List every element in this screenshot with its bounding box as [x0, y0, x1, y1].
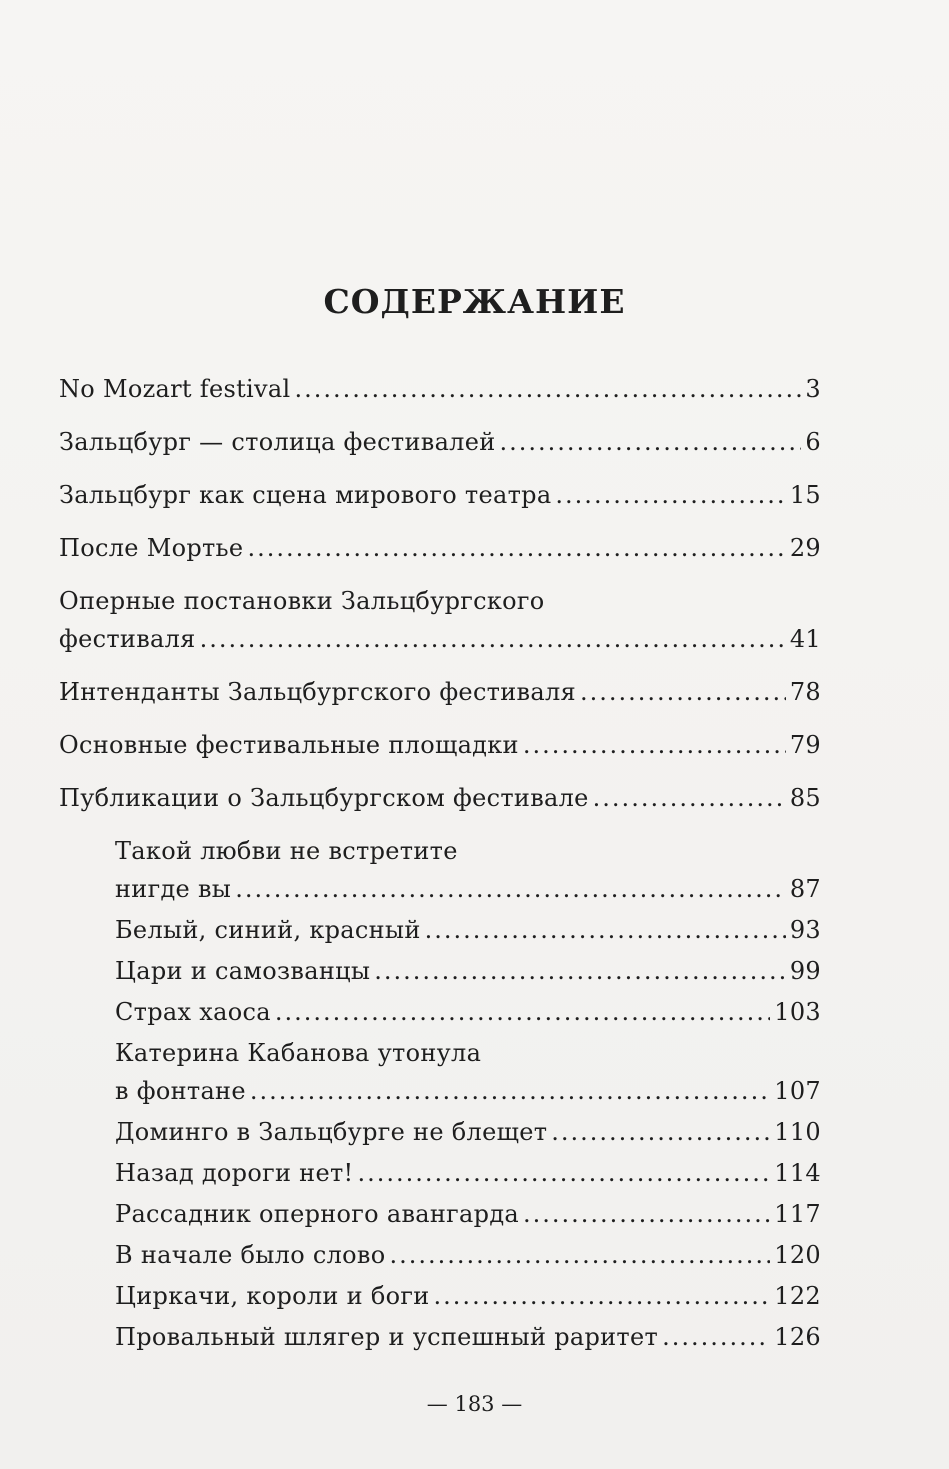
toc-sub-entry — [115, 1154, 821, 1192]
toc-entry-title: После Мортье — [59, 534, 244, 562]
toc-entry — [59, 370, 821, 408]
toc-entry-title: Зальцбург — столица фестивалей — [59, 428, 496, 456]
toc-entry-page: 6 — [805, 428, 821, 456]
toc-entry-title: Белый, синий, красный — [115, 916, 421, 944]
toc-entry-page: 114 — [774, 1159, 821, 1187]
dot-leader — [294, 370, 801, 408]
toc-entry-line — [59, 476, 821, 514]
toc-entry-title: Рассадник оперного авангарда — [115, 1200, 520, 1228]
toc-entry-title: в фонтане — [115, 1077, 246, 1105]
toc-entry-page: 126 — [774, 1323, 821, 1351]
toc-entry-line — [59, 779, 821, 817]
toc-entry-line — [115, 870, 821, 908]
toc-sub-entry — [115, 1195, 821, 1233]
toc-entry-title: Зальцбург как сцена мирового театра — [59, 481, 552, 509]
toc-entry-page: 103 — [774, 998, 821, 1026]
toc-entry-page: 99 — [789, 957, 821, 985]
dot-leader — [555, 476, 785, 514]
toc-entry-title-line: Оперные постановки Зальцбургского — [59, 587, 545, 615]
toc-entry-line — [115, 1236, 821, 1274]
toc-entry-page: 117 — [774, 1200, 821, 1228]
toc-entry-title: Интенданты Зальцбургского фестиваля — [59, 678, 576, 706]
dot-leader — [580, 673, 786, 711]
toc-sub-entry — [115, 952, 821, 990]
toc-entry-title: Назад дороги нет! — [115, 1159, 354, 1187]
toc-entry-line — [59, 726, 821, 764]
dot-leader — [247, 529, 785, 567]
dot-leader — [500, 423, 802, 461]
toc-entry-line — [115, 911, 821, 949]
toc-sub-entry — [115, 993, 821, 1031]
toc-entry-page: 93 — [789, 916, 821, 944]
dot-leader — [523, 726, 786, 764]
toc-sub-entry — [115, 1236, 821, 1274]
toc-entry-page: 122 — [774, 1282, 821, 1310]
toc-entry-line — [59, 370, 821, 408]
dot-leader — [250, 1072, 770, 1110]
toc-entry-title: Страх хаоса — [115, 998, 271, 1026]
toc-entry — [59, 726, 821, 764]
toc-entry — [59, 582, 821, 658]
toc-entry-page: 78 — [789, 678, 821, 706]
toc-entry-title: Цари и самозванцы — [115, 957, 371, 985]
page-number: — 183 — — [426, 1392, 523, 1416]
toc-entry — [59, 423, 821, 461]
toc-entry-line — [115, 993, 821, 1031]
toc-entry-line — [59, 620, 821, 658]
toc-entry-page: 85 — [789, 784, 821, 812]
toc-entry-title: фестиваля — [59, 625, 196, 653]
toc-entry-page: 29 — [789, 534, 821, 562]
toc-entry-title: Провальный шлягер и успешный раритет — [115, 1323, 659, 1351]
table-of-contents — [59, 370, 821, 1356]
toc-entry-title: В начале было слово — [115, 1241, 386, 1269]
toc-entry-line — [115, 1154, 821, 1192]
toc-entry-line — [115, 1072, 821, 1110]
dot-leader — [662, 1318, 770, 1356]
toc-entry-title: Основные фестивальные площадки — [59, 731, 519, 759]
toc-entry-title: нигде вы — [115, 875, 232, 903]
dot-leader — [235, 870, 786, 908]
toc-entry-title: Доминго в Зальцбурге не блещет — [115, 1118, 548, 1146]
toc-entry — [59, 476, 821, 514]
toc-entry-title-line: Катерина Кабанова утонула — [115, 1039, 482, 1067]
dot-leader — [200, 620, 786, 658]
toc-entry-line — [59, 673, 821, 711]
toc-entry-title-line: Такой любви не встретите — [115, 837, 458, 865]
toc-entry — [59, 529, 821, 567]
toc-entry-page: 15 — [789, 481, 821, 509]
toc-entry-page: 120 — [774, 1241, 821, 1269]
dot-leader — [275, 993, 770, 1031]
page-title: СОДЕРЖАНИЕ — [323, 282, 626, 321]
toc-entry-title: No Mozart festival — [59, 375, 291, 403]
toc-entry-page: 87 — [789, 875, 821, 903]
dot-leader — [593, 779, 786, 817]
toc-entry-line — [59, 529, 821, 567]
toc-sub-entry — [115, 1034, 821, 1110]
toc-entry-page: 41 — [789, 625, 821, 653]
dot-leader — [551, 1113, 770, 1151]
toc-entry-line — [59, 423, 821, 461]
toc-entry-line — [115, 1113, 821, 1151]
dot-leader — [434, 1277, 771, 1315]
toc-entry-title: Циркачи, короли и боги — [115, 1282, 430, 1310]
toc-sub-list — [59, 832, 821, 1356]
toc-entry-title: Публикации о Зальцбургском фестивале — [59, 784, 589, 812]
toc-entry-page: 107 — [774, 1077, 821, 1105]
toc-sub-entry — [115, 1318, 821, 1356]
toc-sub-entry — [115, 1113, 821, 1151]
toc-sub-entry — [115, 1277, 821, 1315]
dot-leader — [523, 1195, 770, 1233]
dot-leader — [358, 1154, 771, 1192]
toc-entry-line — [115, 952, 821, 990]
toc-entry — [59, 673, 821, 711]
dot-leader — [390, 1236, 771, 1274]
toc-entry-line — [115, 1195, 821, 1233]
dot-leader — [425, 911, 786, 949]
toc-main-list — [59, 370, 821, 817]
toc-sub-entry — [115, 911, 821, 949]
dot-leader — [374, 952, 786, 990]
toc-entry-page: 110 — [774, 1118, 821, 1146]
toc-sub-entry — [115, 832, 821, 908]
toc-entry-page: 79 — [789, 731, 821, 759]
toc-entry-line — [115, 1318, 821, 1356]
toc-entry-page: 3 — [805, 375, 821, 403]
toc-entry — [59, 779, 821, 817]
toc-entry-line — [115, 1277, 821, 1315]
